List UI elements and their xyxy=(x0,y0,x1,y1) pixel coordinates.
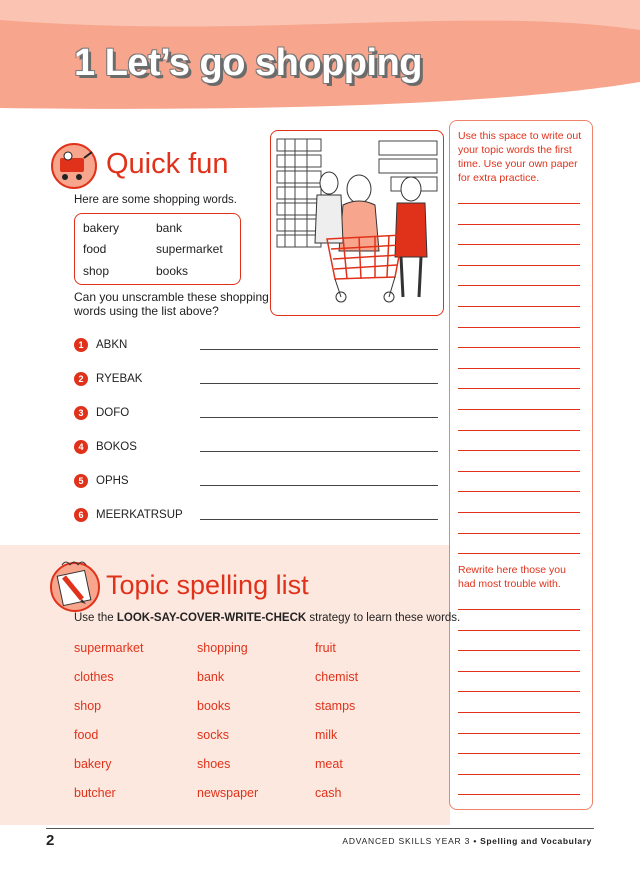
practice-line[interactable] xyxy=(458,609,580,610)
spelling-word: bakery xyxy=(74,757,112,771)
practice-line[interactable] xyxy=(458,409,580,410)
spelling-word: stamps xyxy=(315,699,356,713)
quick-fun-intro: Here are some shopping words. xyxy=(74,194,237,206)
spelling-word: clothes xyxy=(74,670,114,684)
answer-line[interactable] xyxy=(200,519,438,520)
page-title xyxy=(74,42,422,85)
strategy-suffix: strategy to learn these words. xyxy=(309,612,461,624)
practice-line[interactable] xyxy=(458,265,580,266)
practice-line[interactable] xyxy=(458,368,580,369)
word-list-item: supermarket xyxy=(156,242,223,256)
practice-line[interactable] xyxy=(458,671,580,672)
word-list-box xyxy=(74,213,241,285)
topic-spelling-heading: Topic spelling list xyxy=(106,570,309,600)
practice-line[interactable] xyxy=(458,285,580,286)
shopping-illustration xyxy=(270,130,444,316)
practice-line[interactable] xyxy=(458,553,580,554)
spelling-word: shopping xyxy=(197,641,248,655)
practice-line[interactable] xyxy=(458,774,580,775)
spelling-word: meat xyxy=(315,757,343,771)
scrambled-word: ABKN xyxy=(96,339,128,351)
practice-line[interactable] xyxy=(458,388,580,389)
practice-line[interactable] xyxy=(458,733,580,734)
practice-line[interactable] xyxy=(458,450,580,451)
notepad-pencil-icon xyxy=(46,555,104,613)
spelling-word: newspaper xyxy=(197,786,259,800)
spelling-word: shop xyxy=(74,699,102,713)
spelling-word: socks xyxy=(197,728,229,742)
word-list-item: shop xyxy=(83,264,110,278)
practice-line[interactable] xyxy=(458,471,580,472)
practice-line[interactable] xyxy=(458,203,580,204)
scrambled-word: RYEBAK xyxy=(96,373,143,385)
question-number-badge: 6 xyxy=(74,508,88,522)
spelling-word: cash xyxy=(315,786,342,800)
quick-fun-heading: Quick fun xyxy=(106,148,229,180)
word-list-item: books xyxy=(156,264,189,278)
practice-line[interactable] xyxy=(458,533,580,534)
title-words: Let’s go shopping xyxy=(104,42,422,84)
question-number-badge: 5 xyxy=(74,474,88,488)
word-list-item: food xyxy=(83,242,107,256)
footer-book-title: ADVANCED SKILLS YEAR 3 xyxy=(342,836,471,846)
practice-line[interactable] xyxy=(458,327,580,328)
spelling-word: fruit xyxy=(315,641,336,655)
scrambled-word: BOKOS xyxy=(96,441,137,453)
question-number-badge: 3 xyxy=(74,406,88,420)
word-list-item: bakery xyxy=(83,221,120,235)
word-list-item: bank xyxy=(156,221,183,235)
strategy-instruction xyxy=(74,612,460,624)
spelling-word: books xyxy=(197,699,231,713)
practice-line[interactable] xyxy=(458,244,580,245)
strategy-prefix: Use the xyxy=(74,612,114,624)
question-number-badge: 1 xyxy=(74,338,88,352)
question-number-badge: 2 xyxy=(74,372,88,386)
scrambled-word: OPHS xyxy=(96,475,129,487)
footer-subject: Spelling and Vocabulary xyxy=(480,836,592,846)
shopping-trolley-icon xyxy=(48,140,100,192)
answer-line[interactable] xyxy=(200,349,438,350)
side-top-note: Use this space to write out your topic words the first time. Use your own paper for extra practice. xyxy=(458,130,582,184)
writing-practice-panel xyxy=(449,120,593,810)
practice-line[interactable] xyxy=(458,491,580,492)
spelling-word: milk xyxy=(315,728,338,742)
footer-bullet: • xyxy=(473,836,477,846)
practice-line[interactable] xyxy=(458,306,580,307)
page-number: 2 xyxy=(46,832,55,849)
practice-line[interactable] xyxy=(458,347,580,348)
strategy-name: LOOK-SAY-COVER-WRITE-CHECK xyxy=(116,612,307,624)
scrambled-word: MEERKATRSUP xyxy=(96,509,183,521)
practice-line[interactable] xyxy=(458,430,580,431)
answer-line[interactable] xyxy=(200,485,438,486)
spelling-word: food xyxy=(74,728,99,742)
side-bottom-note: Rewrite here those you had most trouble with. xyxy=(458,564,566,590)
spelling-word: bank xyxy=(197,670,225,684)
answer-line[interactable] xyxy=(200,451,438,452)
practice-line[interactable] xyxy=(458,224,580,225)
practice-line[interactable] xyxy=(458,753,580,754)
practice-line[interactable] xyxy=(458,712,580,713)
question-number-badge: 4 xyxy=(74,440,88,454)
unit-number: 1 xyxy=(74,42,95,84)
footer-divider xyxy=(46,828,594,829)
spelling-word: shoes xyxy=(197,757,231,771)
practice-line[interactable] xyxy=(458,512,580,513)
unscramble-question: Can you unscramble these shopping words using the list above? xyxy=(74,290,269,318)
practice-line[interactable] xyxy=(458,630,580,631)
spelling-word: supermarket xyxy=(74,641,144,655)
scrambled-word: DOFO xyxy=(96,407,130,419)
answer-line[interactable] xyxy=(200,383,438,384)
practice-line[interactable] xyxy=(458,650,580,651)
practice-line[interactable] xyxy=(458,691,580,692)
spelling-word: butcher xyxy=(74,786,116,800)
spelling-word: chemist xyxy=(315,670,359,684)
footer-book-info xyxy=(342,836,592,846)
practice-line[interactable] xyxy=(458,794,580,795)
answer-line[interactable] xyxy=(200,417,438,418)
